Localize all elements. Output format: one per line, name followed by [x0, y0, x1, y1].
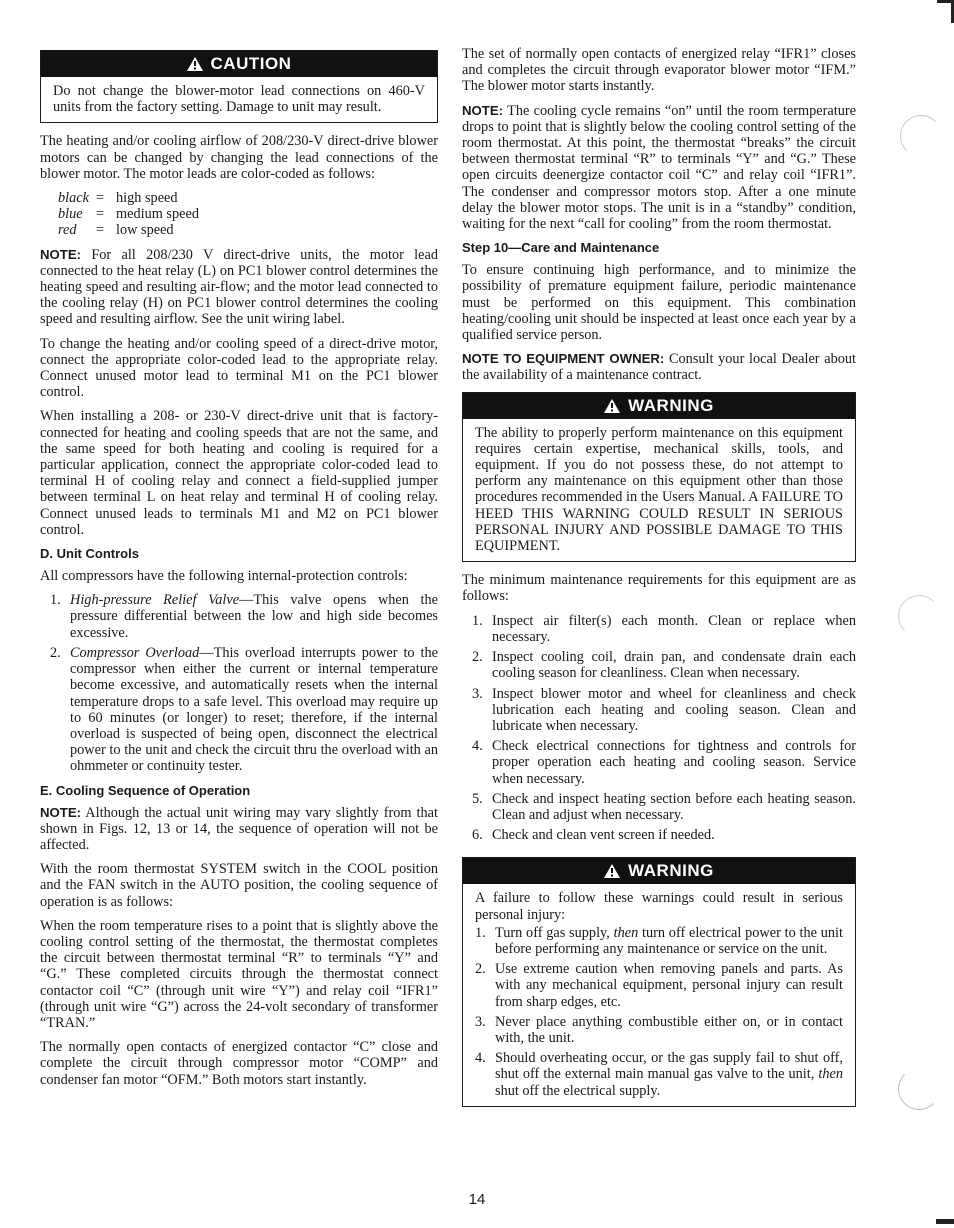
warning-title: WARNING [628, 861, 714, 881]
change-speed-paragraph: To change the heating and/or cooling speed of a direct-drive motor, connect the appropriate color-coded lead to the appropriate relay. Connect unused motor lead to terminal M1 on the PC1 blower control. [40, 335, 438, 401]
owner-note [462, 351, 856, 383]
item-text: Check and clean vent screen if needed. [492, 827, 715, 844]
lead-color: red [58, 222, 77, 239]
caution-header [41, 51, 437, 77]
item-number: 2. [50, 644, 61, 661]
warning-body: The ability to properly perform maintenance on this equipment requires certain expertise, mechanical skills, tools, and equipment. If you do not possess these, do not attempt to perform any maintenance on this equipment other than those procedures recommended in the Users Manual. A FAILURE TO HEED THIS WARNING COULD RESULT IN SERIOUS PERSONAL INJURY AND POSSIBLE DAMAGE TO THIS EQUIPMENT. [475, 424, 843, 555]
item-number: 6. [472, 827, 483, 844]
list-item [462, 791, 856, 823]
maintenance-list [462, 613, 856, 844]
caution-title: CAUTION [210, 54, 292, 73]
left-column [40, 46, 438, 1096]
list-item [462, 649, 856, 681]
note-label: NOTE: [40, 804, 82, 820]
owner-note-label: NOTE TO EQUIPMENT OWNER: [462, 351, 665, 367]
maintenance-intro-paragraph: To ensure continuing high performance, and to minimize the possibility of premature equipment failure, periodic maintenance must be performed on this equipment. This combination heating/cooling unit should be inspected at least once each year by a qualified service person. [462, 262, 856, 344]
item-text: turn off electrical power to the unit before performing any maintenance or service on the unit. [495, 924, 843, 957]
unit-controls-intro: All compressors have the following internal-protection controls: [40, 568, 408, 585]
lead-speed: medium speed [116, 206, 199, 223]
item-number: 2. [472, 649, 483, 666]
warning-header [463, 393, 855, 419]
item-number: 1. [475, 924, 486, 941]
list-item [462, 738, 856, 787]
warning-list [475, 925, 843, 1099]
warning-body [463, 884, 855, 1105]
item-text: Inspect air filter(s) each month. Clean or replace when necessary. [492, 612, 856, 645]
item-text: Use extreme caution when removing panels and parts. As with any mechanical equipment, personal injury can result from sharp edges, etc. [495, 961, 843, 1010]
list-item [475, 1014, 843, 1046]
page-number: 14 [468, 1191, 486, 1208]
wiring-note [40, 805, 438, 854]
item-number: 4. [475, 1050, 486, 1067]
right-column [462, 46, 856, 1117]
lead-color-row [58, 206, 438, 222]
warning-header [463, 858, 855, 884]
warning-box-2 [462, 857, 856, 1106]
protection-controls-list [40, 592, 438, 774]
list-item [462, 613, 856, 645]
item-text: —This valve opens when the pressure differential between the low and high side becomes excessive. [70, 592, 438, 641]
owner-note-text: Consult your local Dealer about the availability of a maintenance contract. [462, 351, 856, 384]
lead-color-row [58, 222, 438, 238]
unit-controls-heading: D. Unit Controls [40, 546, 139, 562]
installing-paragraph: When installing a 208- or 230-V direct-drive unit that is factory-connected for heating and cooling speeds that are not the same, and the same speed for both heating and cooling is required for a particular application, connect the appropriate color-coded lead to terminal H of cooling relay and connect a field-supplied jumper between terminal L on heat relay and terminal H of cooling relay. Connect unused leads to terminals M1 and M2 on PC1 blower control. [40, 408, 438, 538]
warning-intro: A failure to follow these warnings could result in serious personal injury: [475, 890, 843, 923]
warning-box-1 [462, 392, 856, 563]
lead-color-list [58, 190, 438, 239]
item-text: Should overheating occur, or the gas supply fail to shut off, shut off the external main manual gas valve to the unit, [495, 1050, 843, 1083]
punch-hole-mark [900, 115, 942, 157]
item-number: 2. [475, 961, 486, 978]
note-text: For all 208/230 V direct-drive units, the motor lead connected to the heat relay (L) on PC1 blower control determines the heating speed and resulting air-flow; and the motor lead connected to the cooling relay (H) on PC1 blower control determines the cooling speed and resulting airflow. See the unit wiring label. [40, 246, 438, 328]
warning-triangle-icon [604, 860, 620, 886]
cooling-sequence-heading: E. Cooling Sequence of Operation [40, 782, 251, 798]
cooling-cycle-note [462, 103, 856, 233]
relay-paragraph: The set of normally open contacts of energized relay “IFR1” closes and completes the circuit through evaporator blower motor “IFM.” The blower motor starts instantly. [462, 46, 856, 95]
lead-color: black [58, 190, 89, 207]
item-number: 4. [472, 738, 483, 755]
item-text: Turn off gas supply, [495, 924, 614, 941]
note-text: The cooling cycle remains “on” until the room termperature drops to point that is slightly below the cooling control setting of the room thermostat. At this point, the thermostat “breaks” the circuit between thermostat terminal “R” to terminals “Y” and “G.” These open circuits deenergize contactor coil “C” and relay coil “IFR1”. The condenser and compressor motors stop. After a one minute delay the blower motor stops. The unit is in a “standby” condition, waiting for the next “call for cooling” from the room thermostat. [462, 102, 856, 233]
lead-color: blue [58, 206, 83, 223]
item-term: Compressor Overload [70, 644, 200, 661]
item-text: Check and inspect heating section before each heating season. Clean and adjust when necessary. [492, 790, 856, 823]
care-maintenance-heading: Step 10—Care and Maintenance [462, 240, 660, 256]
lead-speed: high speed [116, 190, 178, 207]
item-number: 1. [50, 592, 61, 609]
caution-body: Do not change the blower-motor lead connections on 460-V units from the factory setting. Damage to unit may result. [53, 83, 425, 116]
item-emphasis: then [818, 1066, 843, 1083]
item-text: —This overload interrupts power to the compressor when either the current or internal temperature become excessive, and automatically resets when the internal temperature drops to a safe level. This overload may require up to 60 minutes (or longer) to reset; therefore, if the internal overload is suspected of being open, disconnect the electrical power to the unit and check the circuit thru the overload with an ohmmeter or continuity tester. [70, 644, 438, 775]
item-number: 5. [472, 790, 483, 807]
temperature-rise-paragraph: When the room temperature rises to a point that is slightly above the cooling control setting of the thermostat, the thermostat completes the circuit between thermostat terminal “R” to terminals “Y” and “G.” These completed circuits through the thermostat connect contactor coil “C” (through unit wire “Y”) and relay coil “IFR1” (through unit wire “G”) across the 24-volt secondary of transformer “TRAN.” [40, 917, 438, 1031]
lead-color-row [58, 190, 438, 206]
item-term: High-pressure Relief Valve [70, 592, 240, 609]
item-text: Inspect blower motor and wheel for cleanliness and check lubrication each heating and cooling season. Clean and lubricate when necessary. [492, 685, 856, 734]
list-item [462, 686, 856, 735]
list-item [475, 925, 843, 957]
contactor-paragraph: The normally open contacts of energized contactor “C” close and complete the circuit through compressor motor “COMP” and condenser fan motor “OFM.” Both motors start instantly. [40, 1039, 438, 1088]
punch-hole-mark [898, 595, 940, 637]
item-text: shut off the electrical supply. [495, 1082, 661, 1099]
punch-hole-mark [898, 1068, 940, 1110]
page-corner-mark [936, 1219, 954, 1224]
warning-title: WARNING [628, 395, 714, 415]
list-item [40, 592, 438, 641]
equals-sign: = [96, 222, 105, 239]
equals-sign: = [96, 190, 105, 207]
list-item [40, 645, 438, 775]
warning-triangle-icon [187, 53, 203, 79]
caution-box [40, 50, 438, 123]
list-item [475, 961, 843, 1010]
item-text: Inspect cooling coil, drain pan, and condensate drain each cooling season for cleanliness. Clean when necessary. [492, 649, 856, 682]
item-number: 3. [475, 1013, 486, 1030]
thermostat-paragraph: With the room thermostat SYSTEM switch in the COOL position and the FAN switch in the AUTO position, the cooling sequence of operation is as follows: [40, 861, 438, 910]
equals-sign: = [96, 206, 105, 223]
item-emphasis: then [613, 924, 639, 941]
warning-triangle-icon [604, 395, 620, 421]
note-label: NOTE: [40, 246, 82, 262]
item-number: 3. [472, 685, 483, 702]
item-text: Check electrical connections for tightness and controls for proper operation each heating and cooling season. Service when necessary. [492, 738, 856, 787]
airflow-paragraph: The heating and/or cooling airflow of 208/230-V direct-drive blower motors can be changed by changing the lead connections of the blower motor. The motor leads are color-coded as follows: [40, 133, 438, 182]
note-text: Although the actual unit wiring may vary slightly from that shown in Figs. 12, 13 or 14, the sequence of operation will not be affected. [40, 804, 438, 853]
note-label: NOTE: [462, 102, 504, 118]
list-item [475, 1050, 843, 1099]
item-text: Never place anything combustible either on, or in contact with, the unit. [495, 1013, 843, 1046]
page-corner-mark [937, 0, 954, 23]
item-number: 1. [472, 612, 483, 629]
lead-speed: low speed [116, 222, 174, 239]
direct-drive-note [40, 247, 438, 328]
minimum-requirements-paragraph: The minimum maintenance requirements for this equipment are as follows: [462, 572, 856, 605]
list-item [462, 827, 856, 843]
